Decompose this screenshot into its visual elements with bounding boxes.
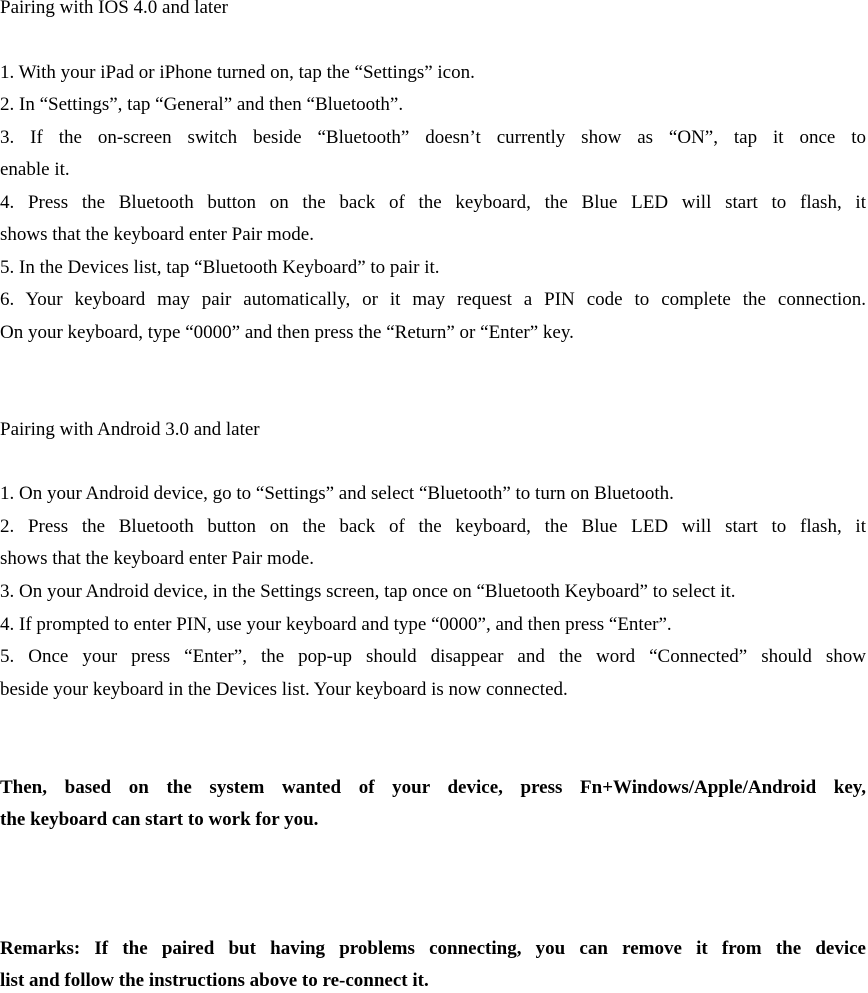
ios-step-4-line-1: 4. Press the Bluetooth button on the back of the keyboard, the Blue LED will start to flash, it (0, 192, 866, 213)
ios-step-1: 1. With your iPad or iPhone turned on, tap the “Settings” icon. (0, 62, 475, 83)
note-line-2: the keyboard can start to work for you. (0, 809, 319, 830)
ios-step-3-line-1: 3. If the on-screen switch beside “Bluetooth” doesn’t currently show as “ON”, tap it once to (0, 127, 866, 148)
android-step-2-line-2: shows that the keyboard enter Pair mode. (0, 548, 314, 569)
ios-step-6-line-2: On your keyboard, type “0000” and then press the “Return” or “Enter” key. (0, 322, 574, 343)
android-step-3: 3. On your Android device, in the Settings screen, tap once on “Bluetooth Keyboard” to select it. (0, 581, 736, 602)
ios-step-4-line-2: shows that the keyboard enter Pair mode. (0, 224, 314, 245)
android-section-heading: Pairing with Android 3.0 and later (0, 419, 260, 440)
ios-section-heading: Pairing with IOS 4.0 and later (0, 0, 228, 18)
remarks-line-1: Remarks: If the paired but having problems connecting, you can remove it from the device (0, 938, 866, 959)
ios-step-3-line-2: enable it. (0, 159, 70, 180)
ios-step-5: 5. In the Devices list, tap “Bluetooth Keyboard” to pair it. (0, 257, 440, 278)
android-step-5-line-2: beside your keyboard in the Devices list. Your keyboard is now connected. (0, 679, 568, 700)
ios-step-6-line-1: 6. Your keyboard may pair automatically, or it may request a PIN code to complete the connection. (0, 289, 866, 310)
remarks-line-2: list and follow the instructions above to re-connect it. (0, 970, 429, 991)
ios-step-2: 2. In “Settings”, tap “General” and then “Bluetooth”. (0, 94, 404, 115)
android-step-5-line-1: 5. Once your press “Enter”, the pop-up should disappear and the word “Connected” should show (0, 646, 866, 667)
android-step-1: 1. On your Android device, go to “Settings” and select “Bluetooth” to turn on Bluetooth. (0, 483, 674, 504)
android-step-2-line-1: 2. Press the Bluetooth button on the back of the keyboard, the Blue LED will start to flash, it (0, 516, 866, 537)
note-line-1: Then, based on the system wanted of your device, press Fn+Windows/Apple/Android key, (0, 777, 866, 798)
android-step-4: 4. If prompted to enter PIN, use your keyboard and type “0000”, and then press “Enter”. (0, 614, 672, 635)
